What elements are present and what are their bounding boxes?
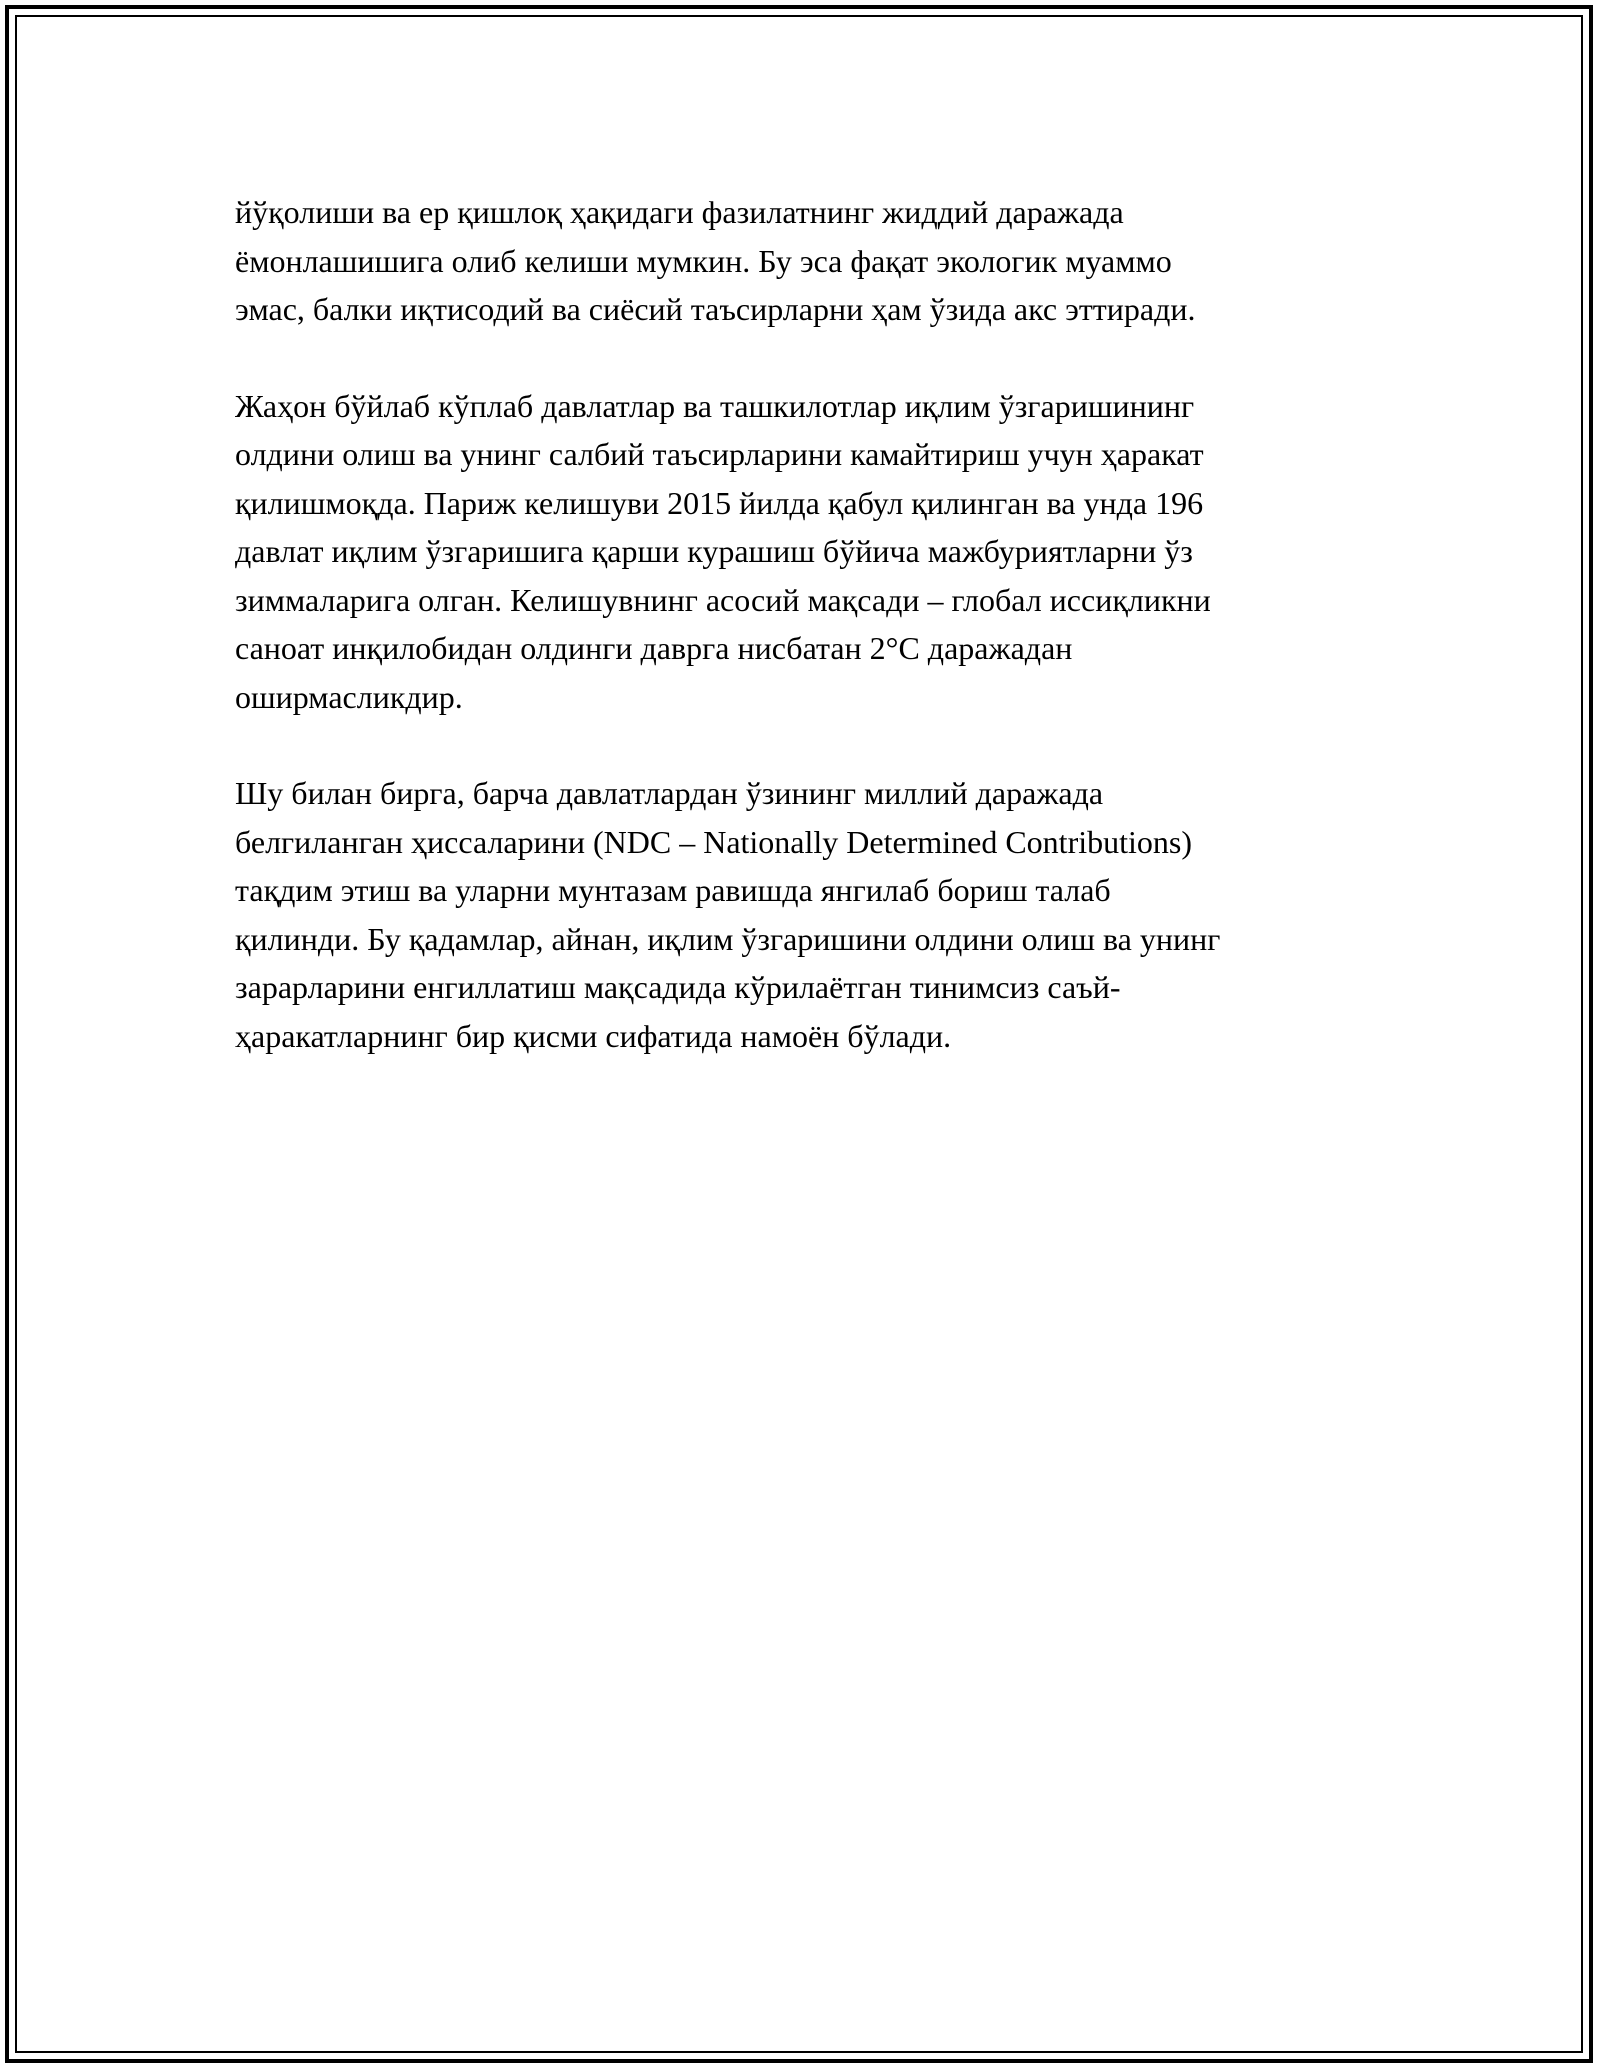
paragraph-1: йўқолиши ва ер қишлоқ ҳақидаги фазилатнинг жиддий даражада ёмонлашишига олиб келиши мумкин. Бу эса фақат экологик муаммо эмас, балки иқтисодий ва сиёсий таъсирларни ҳам ўзида акс эттиради. [235, 194, 1196, 327]
paragraph-2: Жаҳон бўйлаб кўплаб давлатлар ва ташкилотлар иқлим ўзгаришининг олдини олиш ва унинг салбий таъсирларини камайтириш учун ҳаракат қилишмоқда. Париж келишуви 2015 йилда қабул қилинган ва унда 196 давлат иқлим ўзгаришига қарши курашиш бўйича мажбуриятларни ўз зиммаларига олган. Келишувнинг асосий мақсади – глобал иссиқликни саноат инқилобидан олдинги даврга нисбатан 2°C даражадан оширмасликдир. [235, 387, 1211, 715]
paragraph-3: Шу билан бирга, барча давлатлардан ўзининг миллий даражада белгиланган ҳиссаларини (NDC – Nationally Determined Contributions) тақдим этиш ва уларни мунтазам равишда янгилаб бориш талаб қилинди. Бу қадамлар, айнан, иқлим ўзгаришини олдини олиш ва унинг зарарларини енгиллатиш мақсадида кўрилаётган тинимсиз саъй- ҳаракатларнинг бир қисми сифатида намоён бўлади. [235, 775, 1221, 1054]
document-body [235, 188, 1385, 1108]
